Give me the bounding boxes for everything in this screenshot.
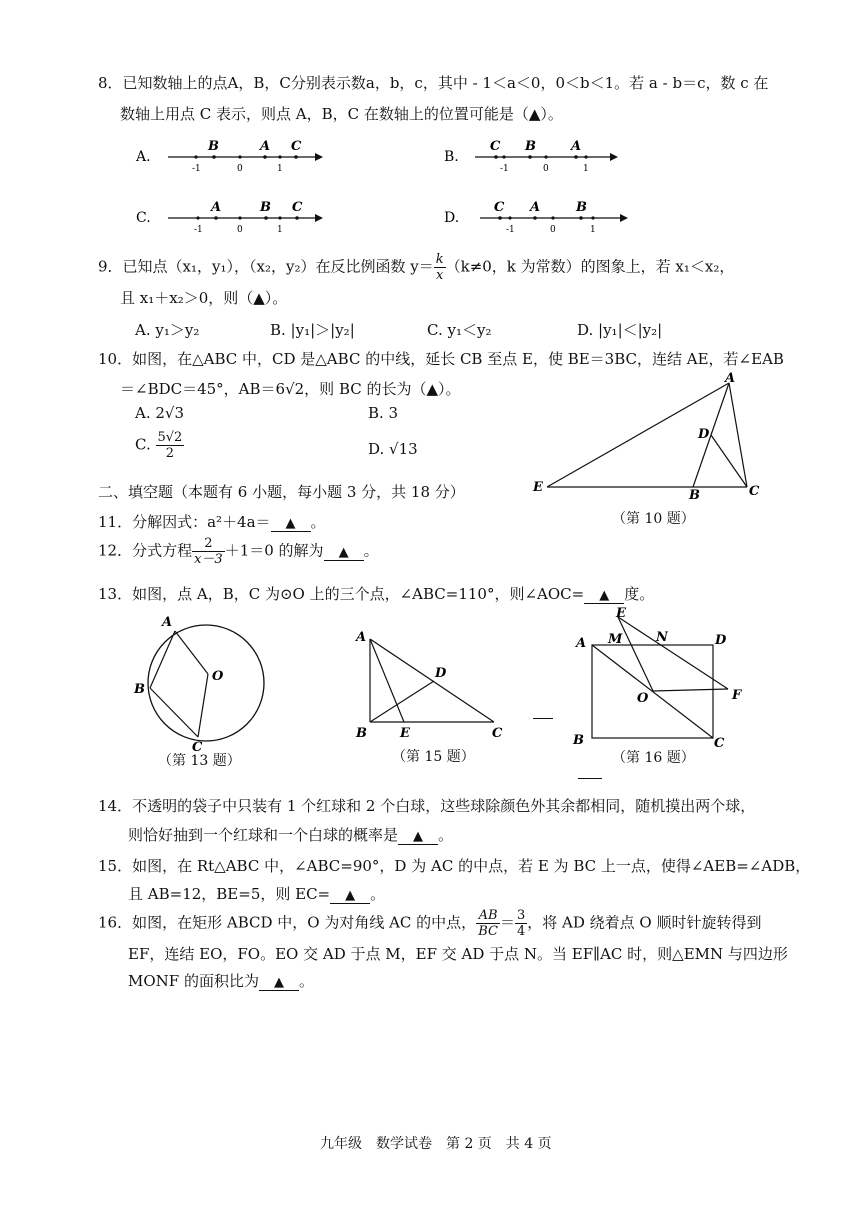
q16-line2: EF，连结 EO，FO。EO 交 AD 于点 M，EF 交 AD 于点 N。当 EF∥AC 时，则△EMN 与四边形	[128, 945, 788, 963]
q10-option-d: D. √13	[368, 440, 418, 458]
q8-line1: 8．已知数轴上的点A，B，C分别表示数a，b，c，其中 - 1＜a＜0，0＜b＜1。若 a - b＝c，数 c 在	[98, 74, 769, 92]
svg-text:D: D	[435, 666, 447, 681]
q10-line1: 10．如图，在△ABC 中，CD 是△ABC 的中线，延长 CB 至点 E，使 BE＝3BC，连结 AE，若∠EAB	[98, 350, 784, 368]
svg-text:C: C	[492, 726, 503, 741]
svg-text:C: C	[494, 200, 505, 215]
svg-text:F: F	[732, 688, 742, 703]
q15-line2: 且 AB=12，BE=5，则 EC= ▲ 。	[128, 885, 386, 903]
svg-text:0: 0	[237, 225, 243, 235]
svg-text:B: B	[689, 488, 700, 500]
q9-option-c: C. y₁＜y₂	[427, 321, 492, 339]
svg-text:E: E	[616, 606, 626, 621]
section-2-heading: 二、填空题（本题有 6 小题，每小题 3 分，共 18 分）	[98, 483, 465, 501]
svg-text:1: 1	[583, 164, 589, 174]
svg-text:-1: -1	[500, 164, 509, 174]
q8-number-lines	[130, 134, 630, 244]
svg-text:A: A	[260, 139, 271, 154]
svg-text:-1: -1	[192, 164, 201, 174]
svg-text:D: D	[698, 427, 710, 442]
q10-option-a: A. 2√3	[135, 404, 185, 422]
q8-line2: 数轴上用点 C 表示，则点 A，B，C 在数轴上的位置可能是（▲）。	[120, 105, 563, 123]
svg-text:A: A	[571, 139, 582, 154]
svg-text:B: B	[356, 726, 367, 741]
figure-13	[128, 610, 278, 755]
q14-line1: 14．不透明的袋子中只装有 1 个红球和 2 个白球，这些球除颜色外其余都相同，随机摸出两个球，	[98, 797, 756, 815]
figure-10	[525, 370, 770, 500]
svg-text:C: C	[749, 484, 760, 499]
divider-mark	[533, 718, 553, 719]
svg-text:O: O	[212, 669, 224, 684]
q11: 11．分解因式：a²＋4a＝ ▲ 。	[98, 513, 326, 531]
svg-text:C: C	[292, 200, 303, 215]
figure-10-caption: （第 10 题）	[612, 511, 695, 527]
svg-text:O: O	[637, 691, 649, 706]
svg-text:C: C	[714, 736, 725, 750]
q8-option-b-letter: B.	[444, 149, 459, 165]
svg-text:1: 1	[277, 225, 283, 235]
q14-line2: 则恰好抽到一个红球和一个白球的概率是 ▲ 。	[128, 826, 454, 844]
svg-text:N: N	[656, 630, 668, 645]
q12: 12．分式方程 $\frac{2}{x-3}$ ＋1＝0 的解为 ▲ 。	[98, 536, 379, 567]
divider-mark-2	[578, 778, 602, 779]
svg-text:-1: -1	[506, 225, 515, 235]
svg-text:B: B	[576, 200, 587, 215]
q8-option-c-letter: C.	[136, 210, 151, 226]
figure-15-caption: （第 15 题）	[392, 749, 475, 765]
figure-16-caption: （第 16 题）	[612, 750, 695, 766]
q10-option-b: B. 3	[368, 404, 399, 422]
figure-15	[350, 625, 510, 745]
q13: 13．如图，点 A，B，C 为⊙O 上的三个点，∠ABC=110°，则∠AOC= ▲ 度。	[98, 585, 655, 603]
q16-line1: 16．如图，在矩形 ABCD 中，O 为对角线 AC 的中点， $\frac{AB}{BC}$ ＝ $\frac{3}{4}$ ，将 AD 绕着点 O 顺时针旋转得到	[98, 908, 762, 939]
svg-text:B: B	[134, 682, 145, 697]
svg-text:0: 0	[237, 164, 243, 174]
svg-text:A: A	[162, 615, 173, 630]
svg-text:A: A	[211, 200, 222, 215]
svg-text:C: C	[291, 139, 302, 154]
svg-text:E: E	[400, 726, 410, 741]
q10-option-c: C. $\frac{5√2}{2}$	[135, 430, 183, 461]
figure-16	[570, 605, 750, 750]
q8-option-a-letter: A.	[136, 149, 151, 165]
figure-13-caption: （第 13 题）	[158, 753, 241, 769]
q10-line2: ＝∠BDC＝45°，AB＝6√2，则 BC 的长为（▲）。	[120, 380, 461, 398]
svg-text:-1: -1	[194, 225, 203, 235]
svg-text:1: 1	[277, 164, 283, 174]
q16-line3: MONF 的面积比为 ▲ 。	[128, 972, 314, 990]
svg-text:A: A	[530, 200, 541, 215]
svg-text:A: A	[576, 636, 587, 651]
svg-text:B: B	[525, 139, 536, 154]
svg-text:1: 1	[590, 225, 596, 235]
q9-option-d: D. |y₁|＜|y₂|	[577, 321, 663, 339]
svg-text:D: D	[715, 633, 727, 648]
page-footer: 九年级 数学试卷 第 2 页 共 4 页	[320, 1136, 552, 1152]
svg-text:A: A	[725, 371, 736, 386]
svg-text:M: M	[608, 632, 623, 647]
svg-text:B: B	[573, 733, 584, 748]
svg-text:C: C	[192, 740, 203, 755]
svg-text:B: B	[260, 200, 271, 215]
svg-text:C: C	[490, 139, 501, 154]
svg-text:B: B	[208, 139, 219, 154]
q9-option-a: A. y₁＞y₂	[135, 321, 200, 339]
q9-line2: 且 x₁＋x₂＞0，则（▲）。	[120, 289, 288, 307]
svg-text:E: E	[533, 480, 543, 495]
q15-line1: 15．如图，在 Rt△ABC 中，∠ABC=90°，D 为 AC 的中点，若 E 为 BC 上一点，使得∠AEB=∠ADB，	[98, 857, 811, 875]
q9-option-b: B. |y₁|＞|y₂|	[270, 321, 355, 339]
svg-text:0: 0	[550, 225, 556, 235]
q9-fraction: $\frac{k}{x}$	[435, 252, 444, 283]
svg-text:0: 0	[543, 164, 549, 174]
svg-text:A: A	[356, 630, 367, 645]
q8-option-d-letter: D.	[444, 210, 460, 226]
q9-line1: 9．已知点（x₁，y₁），（x₂，y₂）在反比例函数 y＝ $\frac{k}{x}$ （k≠0，k 为常数）的图象上，若 x₁＜x₂，	[98, 252, 735, 283]
